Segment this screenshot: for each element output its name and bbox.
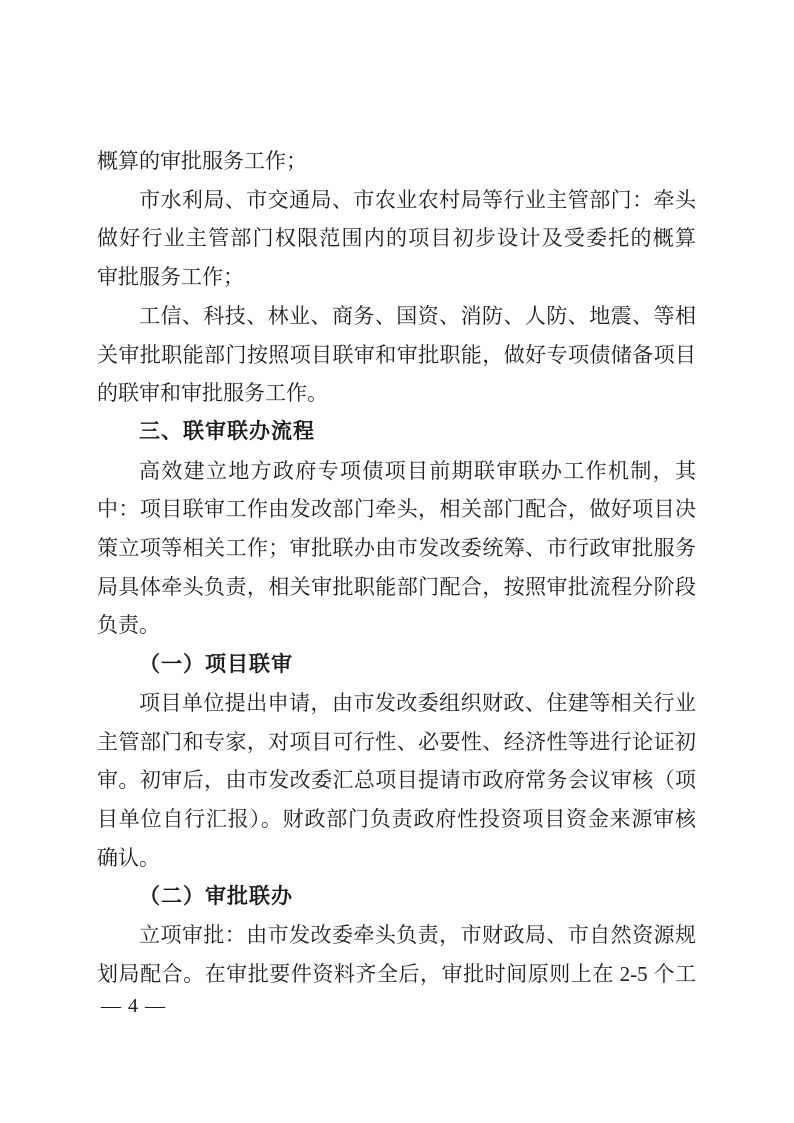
body-line: 项目单位提出申请，由市发改委组织财政、住建等相关行业 [139, 690, 696, 715]
body-line: 高效建立地方政府专项债项目前期联审联办工作机制，其 [139, 458, 696, 483]
body-line: 工信、科技、林业、商务、国资、消防、人防、地震、等相 [139, 303, 696, 328]
body-line: 概算的审批服务工作； [97, 149, 307, 173]
section-heading: （二）审批联办 [139, 884, 293, 909]
section-heading: 三、联审联办流程 [139, 419, 315, 443]
body-line: 中：项目联审工作由发改部门牵头，相关部门配合，做好项目决 [97, 497, 696, 522]
body-line: 目单位自行汇报）。财政部门负责政府性投资项目资金来源审核 [97, 806, 696, 831]
body-line: 策立项等相关工作；审批联办由市发改委统筹、市行政审批服务 [97, 536, 696, 561]
body-line: 关审批职能部门按照项目联审和审批职能，做好专项债储备项目 [97, 342, 696, 367]
document-body [97, 142, 696, 993]
section-heading: （一）项目联审 [139, 652, 293, 677]
body-line: 确认。 [97, 845, 160, 870]
body-line: 做好行业主管部门权限范围内的项目初步设计及受委托的概算 [97, 226, 696, 251]
body-line: 审。初审后，由市发改委汇总项目提请市政府常务会议审核（项 [97, 768, 696, 793]
body-line: 负责。 [97, 613, 160, 638]
body-line: 市水利局、市交通局、市农业农村局等行业主管部门：牵头 [139, 187, 696, 212]
body-line: 立项审批：由市发改委牵头负责，市财政局、市自然资源规 [139, 923, 696, 948]
page-number: — 4 — [101, 995, 166, 1017]
body-line: 的联审和审批服务工作。 [97, 381, 328, 406]
body-line: 划局配合。在审批要件资料齐全后，审批时间原则上在 2-5 个工 [97, 961, 696, 986]
body-line: 局具体牵头负责，相关审批职能部门配合，按照审批流程分阶段 [97, 574, 696, 599]
page-footer [101, 995, 166, 1017]
body-line: 审批服务工作； [97, 265, 244, 290]
body-line: 主管部门和专家，对项目可行性、必要性、经济性等进行论证初 [97, 729, 696, 754]
